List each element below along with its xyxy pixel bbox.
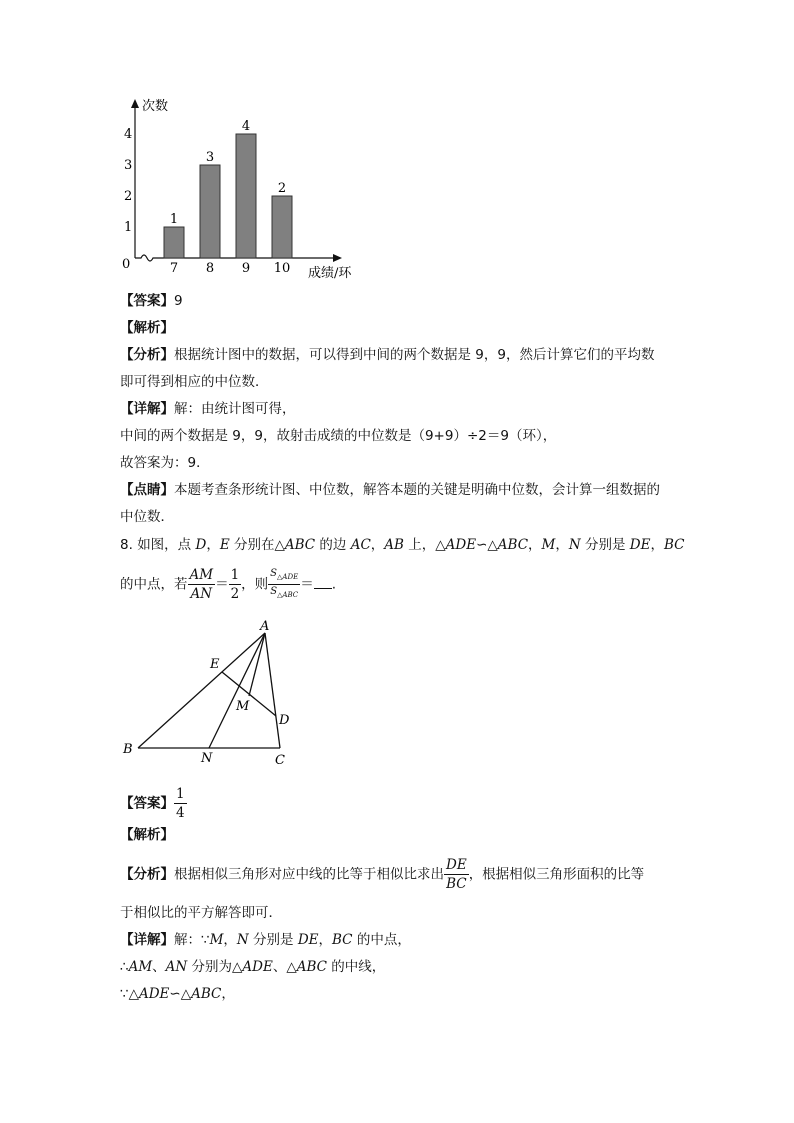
fenxi-text: 根据相似三角形对应中线的比等于相似比求出 xyxy=(174,866,444,883)
segment-AM xyxy=(249,633,265,696)
var-AC: AC xyxy=(350,537,371,553)
xiangjie-text: 解：∵ xyxy=(174,932,210,948)
var-D: D xyxy=(195,537,207,553)
question-number: 8. xyxy=(120,537,133,553)
fraction-numerator: DE xyxy=(446,857,467,873)
punct: ， xyxy=(221,986,235,1002)
x-axis-arrow xyxy=(333,254,342,262)
stem-text: 的中点，若 xyxy=(120,576,188,593)
similar-sign: ∽△ xyxy=(169,986,192,1002)
fraction-denominator: 4 xyxy=(176,805,185,821)
q7-xiangjie-line1 xyxy=(120,400,296,418)
var-AN: AN xyxy=(165,959,188,975)
y-axis-title: 次数 xyxy=(142,99,169,114)
punct: ， xyxy=(206,537,220,553)
fraction-1-2 xyxy=(229,566,242,603)
y-tick-label: 4 xyxy=(124,127,133,142)
var-ABC: ABC xyxy=(497,537,529,553)
q7-xiangjie-line3: 故答案为：9． xyxy=(120,455,210,471)
var-ADE: ADE xyxy=(242,959,273,975)
xiangjie-text: 分别为△ xyxy=(187,959,243,975)
punct: . xyxy=(331,576,336,593)
stem-text: 分别在△ xyxy=(229,537,285,553)
answer-value: 9 xyxy=(174,293,183,309)
point-label-E: E xyxy=(210,657,220,672)
answer-tag: 【答案】 xyxy=(120,293,174,309)
area-subscript: △ADE xyxy=(277,573,299,581)
var-M: M xyxy=(541,537,556,553)
bar xyxy=(236,134,256,258)
area-symbol: S xyxy=(270,568,278,579)
q8-fenxi-line1 xyxy=(120,856,644,893)
point-label-A: A xyxy=(260,619,270,634)
fraction-AM-AN xyxy=(188,566,216,603)
fenxi-tag: 【分析】 xyxy=(120,347,174,363)
y-tick-label: 2 xyxy=(124,189,133,204)
q8-stem-line1 xyxy=(120,536,684,554)
x-tick-label: 10 xyxy=(273,261,291,276)
bar xyxy=(272,196,292,258)
segment-AB xyxy=(138,633,265,748)
var-N: N xyxy=(236,932,249,948)
fraction-denominator xyxy=(268,585,300,602)
q8-analysis-tag-line xyxy=(120,826,174,844)
y-tick-label: 1 xyxy=(124,220,133,235)
fraction-numerator: 1 xyxy=(176,786,185,802)
stem-text: 的边 xyxy=(315,537,351,553)
var-ABC: ABC xyxy=(191,986,222,1002)
var-BC: BC xyxy=(332,932,353,948)
bar-data-label: 3 xyxy=(205,150,215,165)
point-label-N: N xyxy=(201,751,213,766)
q7-dianjing-line2: 中位数． xyxy=(120,509,174,525)
fenxi-text: 根据统计图中的数据，可以得到中间的两个数据是 9，9，然后计算它们的平均数 xyxy=(174,347,655,363)
y-axis-arrow xyxy=(131,99,139,108)
x-tick-label: 9 xyxy=(241,261,251,276)
bar-data-label: 1 xyxy=(169,212,179,227)
punct: ， xyxy=(555,537,569,553)
triangle-figure xyxy=(115,618,315,768)
var-ADE: ADE xyxy=(138,986,170,1002)
because-sign: ∵△ xyxy=(120,986,139,1002)
q8-xiangjie-line3 xyxy=(120,985,235,1003)
q8-xiangjie-line2 xyxy=(120,958,385,976)
analysis-tag: 【解析】 xyxy=(120,827,174,843)
area-subscript: △ABC xyxy=(277,591,299,599)
bar-data-label: 2 xyxy=(277,181,287,196)
y-tick-label: 0 xyxy=(122,257,131,272)
punct: ， xyxy=(650,537,664,553)
punct: ， xyxy=(370,537,385,553)
q8-answer-line xyxy=(120,785,187,822)
var-DE: DE xyxy=(629,537,651,553)
punct: ， xyxy=(318,932,333,948)
var-DE: DE xyxy=(297,932,319,948)
punct: ， xyxy=(528,537,542,553)
fraction-denominator: BC xyxy=(446,876,467,892)
x-tick-label: 7 xyxy=(169,261,179,276)
x-tick-label: 8 xyxy=(205,261,215,276)
fraction-denominator: 2 xyxy=(230,586,240,602)
var-AM: AM xyxy=(128,959,153,975)
point-label-C: C xyxy=(275,753,285,768)
equals-sign: ＝ xyxy=(215,576,229,593)
punct: ， xyxy=(223,932,237,948)
xiangjie-text: 解：由统计图可得， xyxy=(174,401,296,417)
q7-dianjing-line1 xyxy=(120,481,660,499)
answer-tag: 【答案】 xyxy=(120,795,174,812)
var-ABC: ABC xyxy=(284,537,316,553)
stem-text: 上，△ xyxy=(403,537,446,553)
similar-sign: ∽ xyxy=(476,537,488,553)
q8-stem-line2 xyxy=(120,566,336,603)
bar-data-label: 4 xyxy=(241,119,251,134)
dianjing-tag: 【点睛】 xyxy=(120,482,174,498)
fraction-DE-BC xyxy=(444,856,469,893)
fraction-numerator: 1 xyxy=(230,567,240,583)
xiangjie-tag: 【详解】 xyxy=(120,932,174,948)
x-axis-title: 成绩/环 xyxy=(308,266,352,281)
var-AB: AB xyxy=(384,537,404,553)
point-label-M: M xyxy=(236,699,250,714)
fraction-denominator: AN xyxy=(190,586,213,602)
stem-text: ，则 xyxy=(241,576,269,593)
q7-xiangjie-line2: 中间的两个数据是 9，9，故射击成绩的中位数是（9+9）÷2＝9（环）， xyxy=(120,428,557,444)
q7-analysis-tag-line xyxy=(120,319,174,337)
xiangjie-tag: 【详解】 xyxy=(120,401,174,417)
segment-AC xyxy=(265,633,280,748)
bar xyxy=(164,227,184,258)
q8-xiangjie-line1 xyxy=(120,931,411,949)
segment-AN xyxy=(209,633,265,748)
var-M: M xyxy=(209,932,224,948)
therefore-sign: ∴ xyxy=(120,959,129,975)
answer-blank xyxy=(314,578,332,589)
var-N: N xyxy=(568,537,581,553)
xiangjie-text: 的中线， xyxy=(327,959,386,975)
punct: 、 xyxy=(152,959,166,975)
fraction-area-ratio xyxy=(268,567,300,602)
point-label-D: D xyxy=(279,713,290,728)
q7-fenxi-line1 xyxy=(120,346,654,364)
q8-fenxi-line2: 于相似比的平方解答即可． xyxy=(120,905,282,921)
var-E: E xyxy=(219,537,230,553)
area-symbol: S xyxy=(270,586,278,597)
answer-fraction xyxy=(174,785,187,822)
fenxi-tag: 【分析】 xyxy=(120,866,174,883)
y-tick-label: 3 xyxy=(124,158,133,173)
var-ADE: ADE xyxy=(445,537,477,553)
q7-fenxi-line2: 即可得到相应的中位数． xyxy=(120,374,269,390)
bar-chart xyxy=(0,0,794,290)
xiangjie-text: 、△ xyxy=(272,959,297,975)
point-label-B: B xyxy=(123,742,133,757)
triangle-sign: △ xyxy=(487,537,498,553)
fenxi-text: ，根据相似三角形面积的比等 xyxy=(468,866,645,883)
dianjing-text: 本题考查条形统计图、中位数，解答本题的关键是明确中位数，会计算一组数据的 xyxy=(174,482,660,498)
equals-sign: ＝ xyxy=(300,576,314,593)
xiangjie-text: 分别是 xyxy=(248,932,298,948)
xiangjie-text: 的中点， xyxy=(352,932,411,948)
fraction-numerator xyxy=(268,567,300,585)
var-ABC: ABC xyxy=(296,959,327,975)
q7-answer-line xyxy=(120,292,183,310)
analysis-tag: 【解析】 xyxy=(120,320,174,336)
var-BC: BC xyxy=(663,537,685,553)
stem-text: 如图，点 xyxy=(137,537,196,553)
bar xyxy=(200,165,220,258)
fraction-numerator: AM xyxy=(189,567,214,583)
stem-text: 分别是 xyxy=(580,537,630,553)
